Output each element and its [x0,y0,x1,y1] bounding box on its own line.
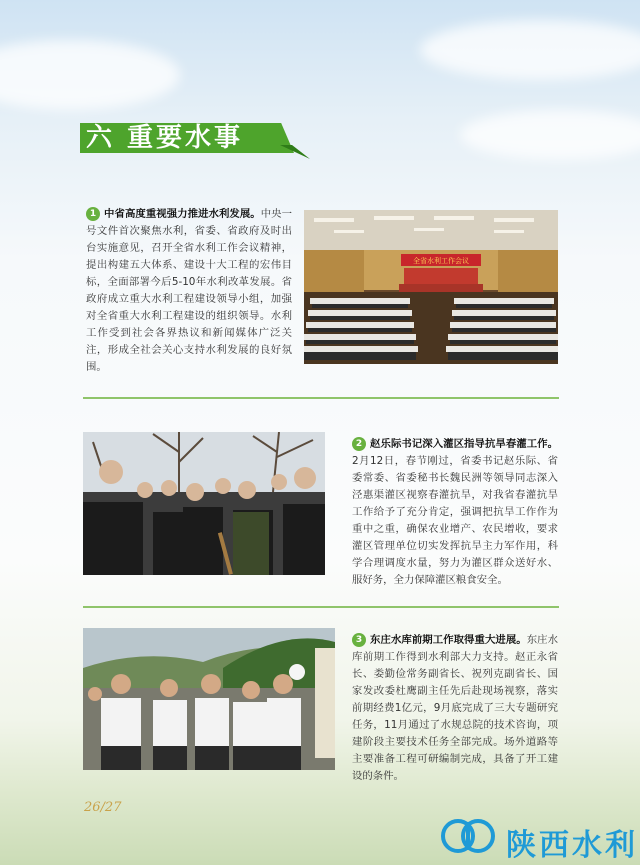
item-lead: 东庄水库前期工作取得重大进展。 [370,634,527,646]
hall-banner-text: 全省水利工作会议 [413,257,469,265]
section-banner [80,121,308,155]
item-body: 中央一号文件首次聚焦水利，省委、省政府及时出台实施意见，召开全省水利工作会议精神，提出构建五大体系、建设十大工程的宏伟目标，全面部署今后5-10年水利改革发展。省政府成立重大水利工程建设领导小组，加强对全省重大水利工程建设的组织领导。水利工作受到社会各界热议和新闻媒体广泛关注，形成全社会关心支持水利发展的良好氛围。 [86,208,293,373]
item-body: 东庄水库前期工作得到水利部大力支持。赵正永省长、娄勤俭常务副省长、祝列克副省长、国家发改委杜鹰副主任先后赴现场视察，落实前期经费1亿元，9月底完成了三大专题研究任务，11月通过了水规总院的技术咨询，项建阶段主要技术任务全部完成。场外道路等主要准备工程可研编制完成，具备了开工建设的条件。 [352,634,559,782]
cloud [420,20,640,80]
news-item-2 [352,436,558,589]
item-body: 2月12日，春节刚过，省委书记赵乐际、省委常委、省委秘书长魏民洲等领导同志深入泾惠渠灌区视察春灌抗旱，对我省春灌抗旱工作给予了充分肯定，强调把抗旱工作作为重中之重，确保农业增产、农民增收，要求灌区管理单位切实发挥抗旱主力军作用，科学合理调度水量，努力为灌区群众送好水、服好务，全力保障灌区粮食安全。 [352,455,558,586]
brand-logo [436,816,638,863]
conference-hall-photo [304,210,558,364]
news-item-3 [352,632,558,785]
section-divider [83,606,559,608]
section-divider [83,397,559,399]
item-number-badge: 3 [352,633,366,647]
officials-field-visit-photo [83,432,325,575]
news-item-1 [86,206,292,376]
brand-name: 陕西水利 [506,828,638,863]
reservoir-site-visit-photo [83,628,335,770]
cloud [460,110,640,160]
item-lead: 中省高度重视强力推进水利发展。 [104,208,261,220]
item-lead: 赵乐际书记深入灌区指导抗旱春灌工作。 [370,438,558,450]
cloud [0,40,180,110]
water-logo-icon [436,816,500,856]
item-number-badge: 1 [86,207,100,221]
page-number: 26/27 [84,800,122,815]
item-number-badge: 2 [352,437,366,451]
section-title: 六 重要水事 [86,123,244,153]
